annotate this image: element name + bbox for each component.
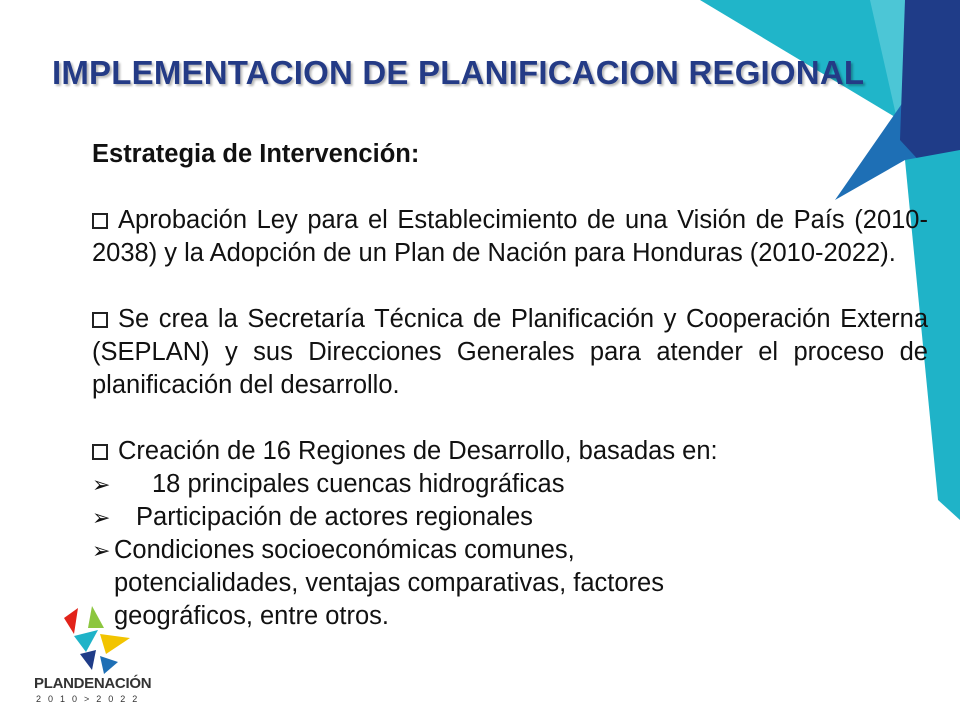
checkbox-bullet-icon xyxy=(92,312,108,328)
slide-title: IMPLEMENTACION DE PLANIFICACION REGIONAL xyxy=(52,54,865,91)
arrow-bullet-icon: ➢ xyxy=(92,472,111,497)
bullet-paragraph-2: Se crea la Secretaría Técnica de Planificación y Cooperación Externa (SEPLAN) y sus Direcciones Generales para atender el proceso de planificación del desarrollo. xyxy=(92,305,928,399)
sub-item-3-continuation: potencialidades, ventajas comparativas, factores xyxy=(114,569,664,597)
sub-item-3: ➢ Condiciones socioeconómicas comunes, xyxy=(92,534,928,567)
slide-body xyxy=(92,138,928,633)
arrow-bullet-icon: ➢ xyxy=(92,538,111,563)
logo-years: 2010>2022 xyxy=(36,694,145,704)
plan-de-nacion-logo-icon xyxy=(34,604,174,708)
checkbox-bullet-icon xyxy=(92,213,108,229)
arrow-bullet-icon: ➢ xyxy=(92,505,111,530)
bullet-paragraph-3: Creación de 16 Regiones de Desarrollo, basadas en: xyxy=(92,435,928,468)
sub-item-3-continuation: geográficos, entre otros. xyxy=(114,602,389,630)
sub-item-1: ➢ 18 principales cuencas hidrográficas xyxy=(92,468,928,501)
sub-item-2: ➢ Participación de actores regionales xyxy=(92,501,928,534)
checkbox-bullet-icon xyxy=(92,444,108,460)
logo-wordmark: PLANDENACIÓN xyxy=(34,675,152,692)
subtitle: Estrategia de Intervención: xyxy=(92,140,420,168)
bullet-paragraph-1: Aprobación Ley para el Establecimiento de una Visión de País (2010-2038) y la Adopción de un Plan de Nación para Honduras (2010-2022). xyxy=(92,206,928,267)
